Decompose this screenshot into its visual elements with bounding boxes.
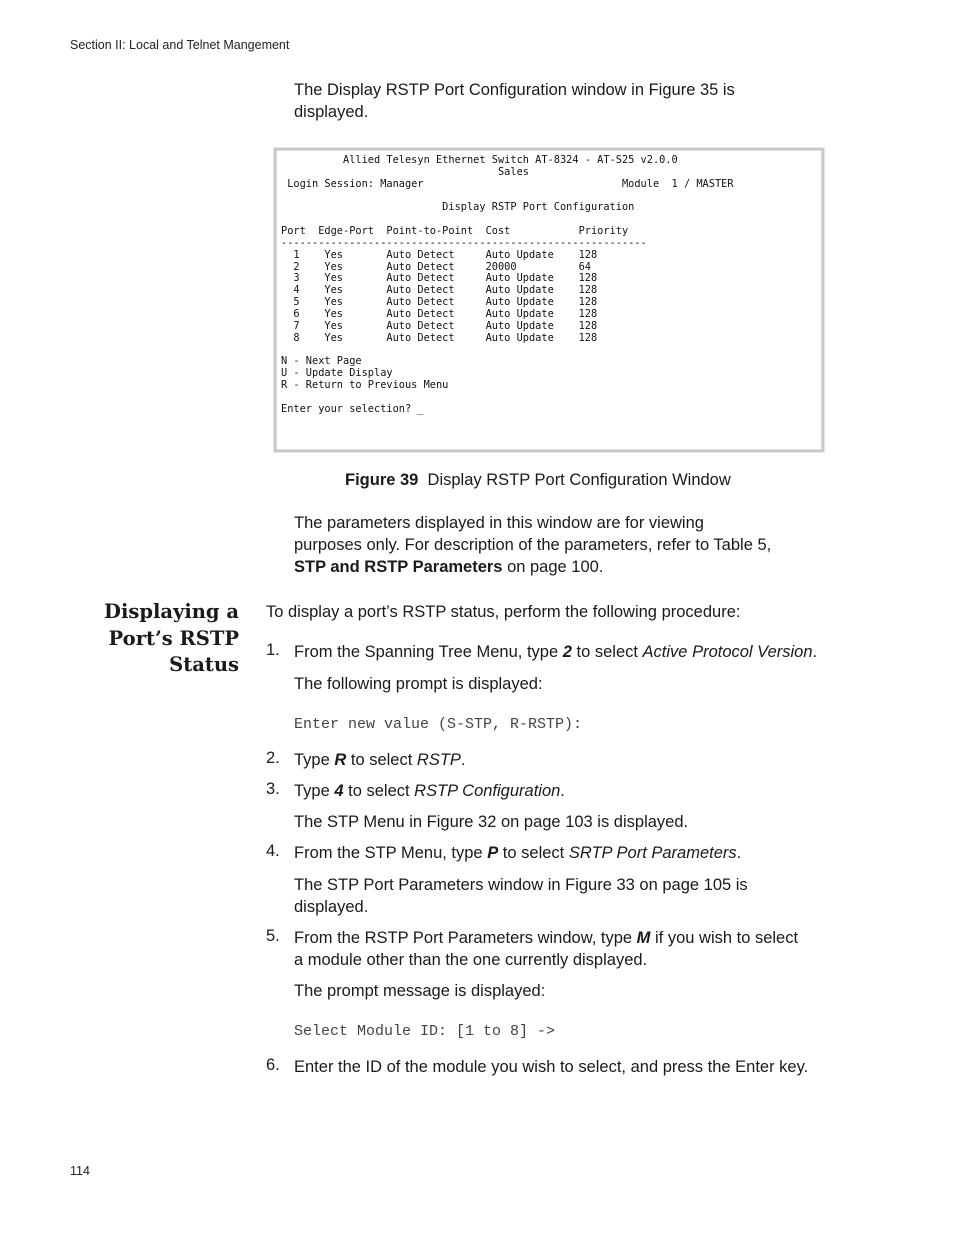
step-6: Enter the ID of the module you wish to select, and press the Enter key. — [294, 1058, 809, 1076]
running-header: Section II: Local and Telnet Mangement — [70, 38, 290, 52]
terminal-line: 1 Yes Auto Detect Auto Update 128 — [281, 248, 598, 261]
terminal-line: U - Update Display — [281, 367, 393, 380]
step-5-note: The prompt message is displayed: — [294, 982, 546, 1000]
step-number: 6. — [266, 1056, 280, 1074]
table-reference: STP and RSTP Parameters — [294, 558, 503, 576]
step-1-note: The following prompt is displayed: — [294, 675, 543, 693]
terminal-line: 5 Yes Auto Detect Auto Update 128 — [281, 296, 598, 309]
step-5: From the RSTP Port Parameters window, type M if you wish to select a module other than the one currently displayed. — [294, 929, 799, 969]
step-2: Type R to select RSTP. — [294, 751, 466, 769]
params-note: The parameters displayed in this window are for viewing purposes only. For description of the parameters, refer to Table 5, STP and RSTP Parameters on page 100. — [294, 514, 772, 576]
terminal-line: R - Return to Previous Menu — [281, 379, 449, 392]
step-3-note: The STP Menu in Figure 32 on page 103 is displayed. — [294, 813, 689, 831]
terminal-line: Display RSTP Port Configuration — [281, 201, 635, 214]
terminal-line: Enter your selection? _ — [281, 402, 424, 415]
procedure-intro: To display a port’s RSTP status, perform the following procedure: — [266, 603, 741, 621]
figure-label: Figure 39 — [345, 471, 419, 489]
terminal-line: ----------------------------------------------------------- — [281, 236, 647, 249]
terminal-line: Login Session: Manager Module 1 / MASTER — [281, 177, 734, 190]
terminal-line: 7 Yes Auto Detect Auto Update 128 — [281, 319, 598, 332]
terminal-text — [281, 155, 734, 416]
step-4-note: The STP Port Parameters window in Figure 33 on page 105 is displayed. — [294, 876, 748, 916]
terminal-line: Sales — [281, 165, 529, 178]
terminal-line: 6 Yes Auto Detect Auto Update 128 — [281, 307, 598, 320]
prompt-code: Select Module ID: [1 to 8] -> — [294, 1023, 556, 1040]
terminal-screenshot — [274, 148, 824, 452]
step-number: 4. — [266, 842, 280, 860]
figure-title: Display RSTP Port Configuration Window — [427, 471, 731, 489]
step-number: 1. — [266, 641, 280, 659]
step-1: From the Spanning Tree Menu, type 2 to select Active Protocol Version. — [294, 643, 818, 661]
terminal-line: 4 Yes Auto Detect Auto Update 128 — [281, 284, 598, 297]
terminal-line: Allied Telesyn Ethernet Switch AT-8324 - AT-S25 v2.0.0 — [281, 154, 678, 166]
terminal-line: 3 Yes Auto Detect Auto Update 128 — [281, 272, 598, 285]
prompt-code: Enter new value (S-STP, R-RSTP): — [294, 716, 583, 733]
section-heading: Displaying a Port’s RSTP Status — [104, 600, 239, 676]
page-number: 114 — [70, 1164, 90, 1178]
figure-caption — [345, 471, 731, 490]
terminal-line: N - Next Page — [281, 355, 362, 368]
step-number: 5. — [266, 927, 280, 945]
step-number: 3. — [266, 780, 280, 798]
terminal-line: 8 Yes Auto Detect Auto Update 128 — [281, 331, 598, 344]
terminal-line — [281, 392, 734, 404]
intro-paragraph: The Display RSTP Port Configuration window in Figure 35 is displayed. — [294, 81, 735, 121]
terminal-line: Port Edge-Port Point-to-Point Cost Priority — [281, 225, 629, 238]
step-number: 2. — [266, 749, 280, 767]
step-4: From the STP Menu, type P to select SRTP Port Parameters. — [294, 844, 742, 862]
terminal-line: 2 Yes Auto Detect 20000 64 — [281, 260, 591, 273]
step-3: Type 4 to select RSTP Configuration. — [294, 782, 565, 800]
